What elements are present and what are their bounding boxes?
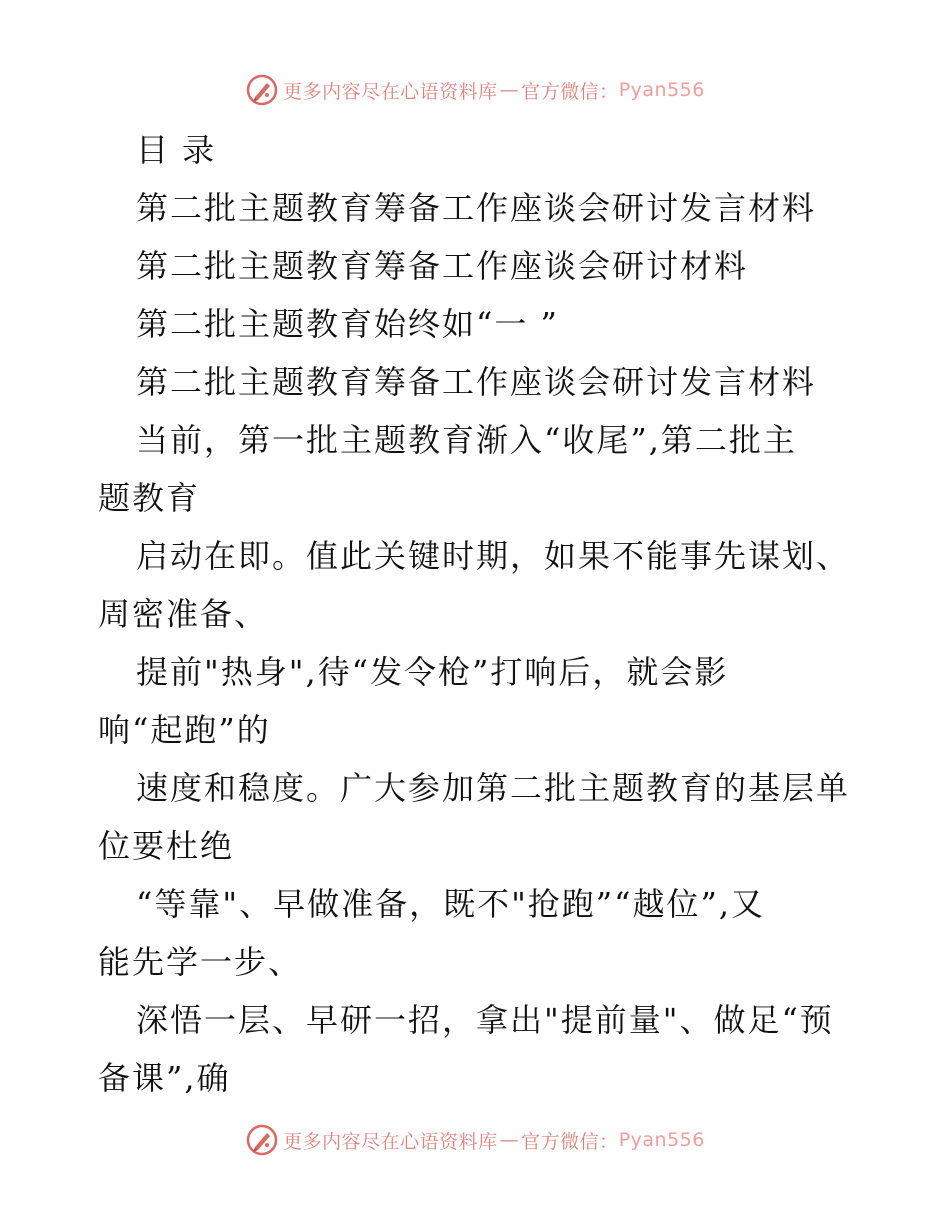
body-line: 备课”,确 — [98, 1059, 231, 1097]
body-line: 当前，第一批主题教育渐入“收尾”,第二批主 — [136, 421, 797, 459]
body-line: “等靠"、早做准备，既不"抢跑”“越位”,又 — [136, 885, 766, 923]
wechat-id: Pyan556 — [618, 79, 705, 101]
header-banner — [0, 70, 950, 110]
body-line: 提前"热身",待“发令枪”打响后，就会影 — [136, 653, 729, 691]
toc-item: 第二批主题教育筹备工作座谈会研讨材料 — [136, 247, 749, 285]
banner-separator: — — [499, 1129, 520, 1151]
wechat-id: Pyan556 — [618, 1129, 705, 1151]
body-line: 响“起跑”的 — [98, 711, 271, 749]
body-line: 能先学一步、 — [98, 943, 303, 981]
body-line: 启动在即。值此关键时期，如果不能事先谋划、 — [136, 537, 851, 575]
wechat-label: 官方微信： — [521, 1130, 619, 1153]
footer-banner — [0, 1120, 950, 1160]
wechat-label: 官方微信： — [521, 80, 619, 103]
banner-text: 更多内容尽在心语资料库 — [283, 80, 498, 103]
toc-item: 第二批主题教育筹备工作座谈会研讨发言材料 — [136, 189, 817, 227]
body-line: 深悟一层、早研一招，拿出"提前量"、做足“预 — [136, 1001, 834, 1039]
body-line: 位要杜绝 — [98, 827, 235, 865]
banner-separator: — — [499, 79, 520, 101]
body-line: 题教育 — [98, 479, 201, 517]
body-line: 周密准备、 — [98, 595, 269, 633]
toc-title: 目 录 — [136, 131, 217, 169]
toc-item: 第二批主题教育始终如“一 ” — [136, 305, 559, 343]
pen-nib-logo-icon — [245, 73, 279, 107]
pen-nib-logo-icon — [245, 1123, 279, 1157]
banner-text: 更多内容尽在心语资料库 — [283, 1130, 498, 1153]
body-line: 速度和稳度。广大参加第二批主题教育的基层单 — [136, 769, 851, 807]
section-title: 第二批主题教育筹备工作座谈会研讨发言材料 — [136, 363, 817, 401]
